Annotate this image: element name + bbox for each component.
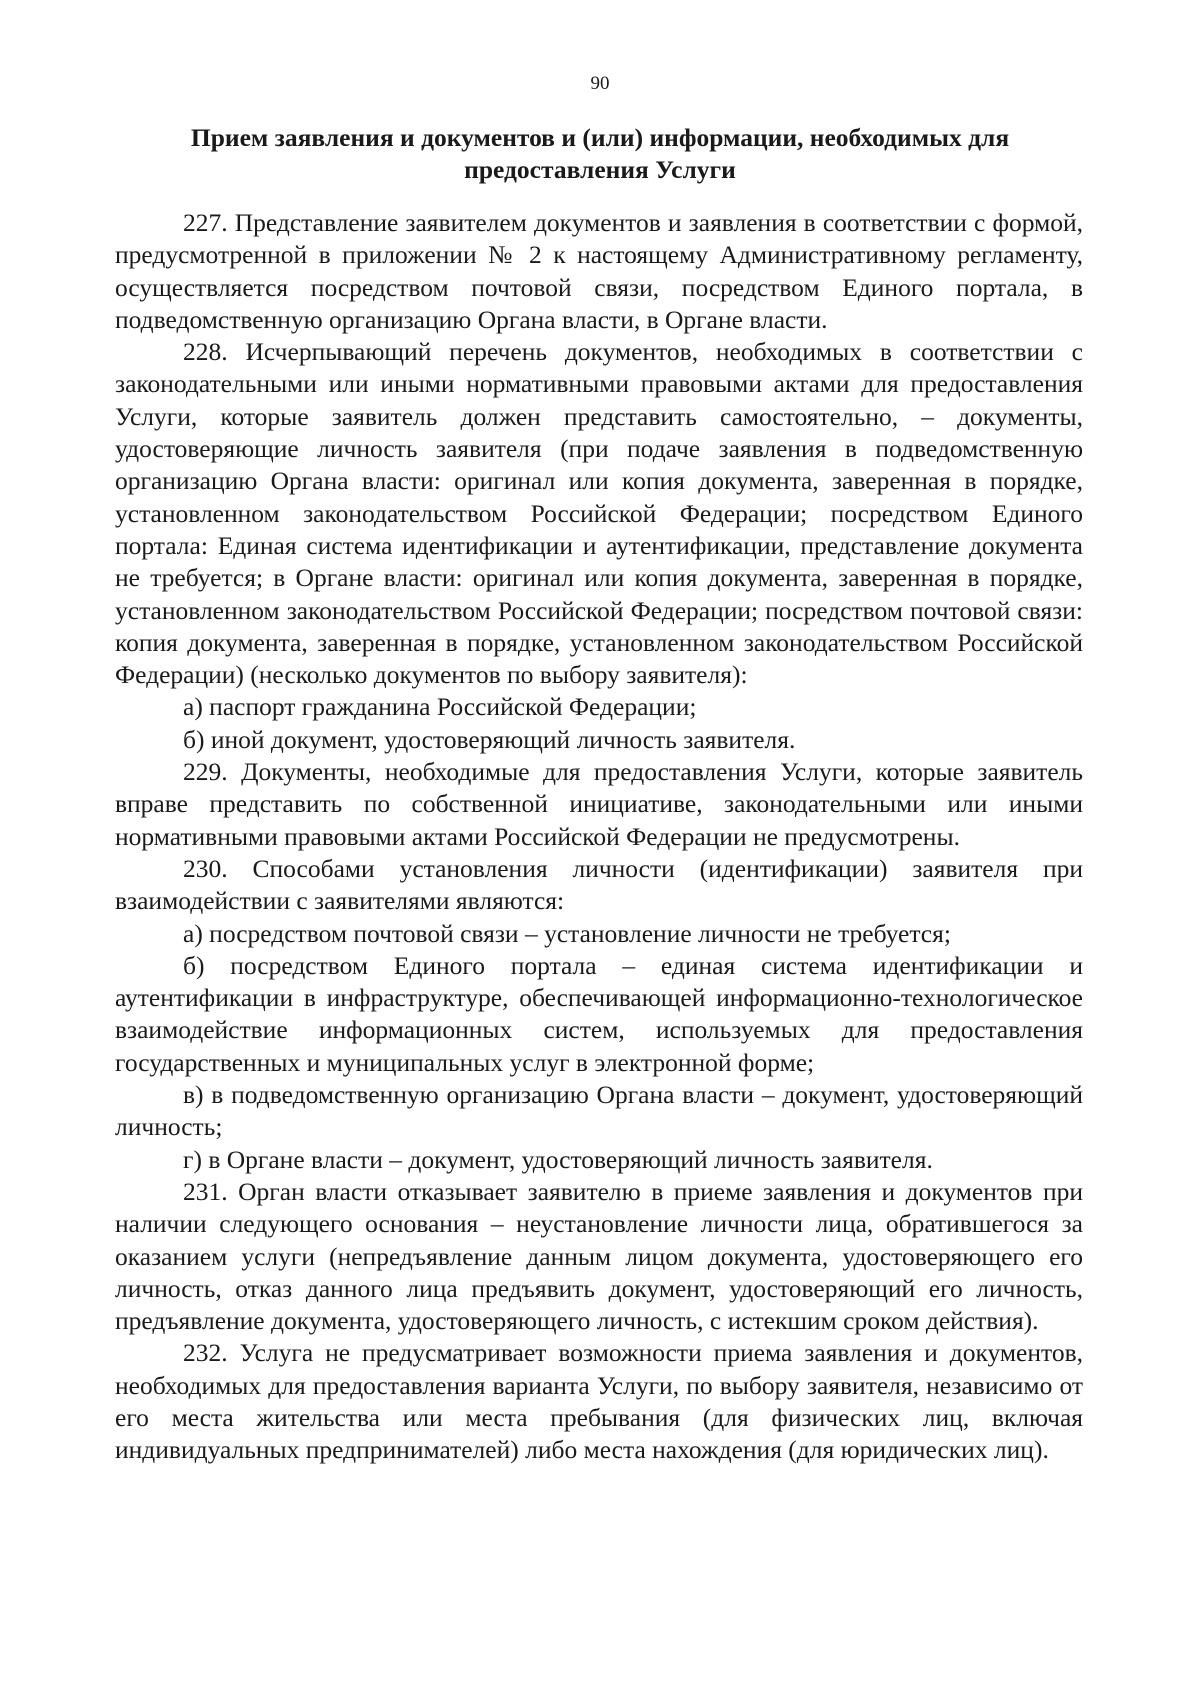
section-title xyxy=(140,122,1060,186)
list-item-228-b: б) иной документ, удостоверяющий личность заявителя. xyxy=(183,724,796,754)
list-item-230-g: г) в Органе власти – документ, удостоверяющий личность заявителя. xyxy=(183,1144,933,1174)
document-body xyxy=(115,207,1083,1467)
list-item-230-v: в) в подведомственную организацию Органа власти – документ, удостоверяющий личность; xyxy=(115,1080,1083,1142)
paragraph-232: 232. Услуга не предусматривает возможности приема заявления и документов, необходимых для предоставления варианта Услуги, по выбору заявителя, независимо от его места жительства или места пребывания (для физических лиц, включая индивидуальных предпринимателей) либо места нахождения (для юридических лиц). xyxy=(115,1338,1083,1465)
page-number: 90 xyxy=(590,73,610,94)
paragraph-230: 230. Способами установления личности (идентификации) заявителя при взаимодействии с заявителями являются: xyxy=(115,853,1083,916)
list-item-230-a: а) посредством почтовой связи – установление личности не требуется; xyxy=(183,918,951,948)
section-title-line-2: предоставления Услуги xyxy=(464,155,736,184)
paragraph-227: 227. Представление заявителем документов и заявления в соответствии с формой, предусмотренной в приложении № 2 к настоящему Административному регламенту, осуществляется посредством почтовой связи, посредством Единого портала, в подведомственную организацию Органа власти, в Органе власти. xyxy=(115,208,1083,334)
list-item-228-a: а) паспорт гражданина Российской Федерации; xyxy=(183,692,697,722)
paragraph-228: 228. Исчерпывающий перечень документов, необходимых в соответствии с законодательными или иными нормативными правовыми актами для предоставления Услуги, которые заявитель должен представить самостоятельно, – документы, удостоверяющие личность заявителя (при подаче заявления в подведомственную организацию Органа власти: оригинал или копия документа, заверенная в порядке, установленном законодательством Российской Федерации; посредством Единого портала: Единая система идентификации и аутентификации, представление документа не требуется; в Органе власти: оригинал или копия документа, заверенная в порядке, установленном законодательством Российской Федерации; посредством почтовой связи: копия документа, заверенная в порядке, установленном законодательством Российской Федерации) (несколько документов по выбору заявителя): xyxy=(115,337,1083,690)
section-title-line-1: Прием заявления и документов и (или) информации, необходимых для xyxy=(190,123,1010,152)
paragraph-231: 231. Орган власти отказывает заявителю в приеме заявления и документов при наличии следующего основания – неустановление личности лица, обратившегося за оказанием услуги (непредъявление данным лицом документа, удостоверяющего его личность, отказ данного лица предъявить документ, удостоверяющий его личность, предъявление документа, удостоверяющего личность, с истекшим сроком действия). xyxy=(115,1176,1083,1336)
list-item-230-b: б) посредством Единого портала – единая система идентификации и аутентификации в инфраструктуре, обеспечивающей информационно-технологическое взаимодействие информационных систем, используемых для предоставления государственных и муниципальных услуг в электронной форме; xyxy=(115,950,1083,1077)
paragraph-229: 229. Документы, необходимые для предоставления Услуги, которые заявитель вправе представить по собственной инициативе, законодательными или иными нормативными правовыми актами Российской Федерации не предусмотрены. xyxy=(115,757,1083,851)
